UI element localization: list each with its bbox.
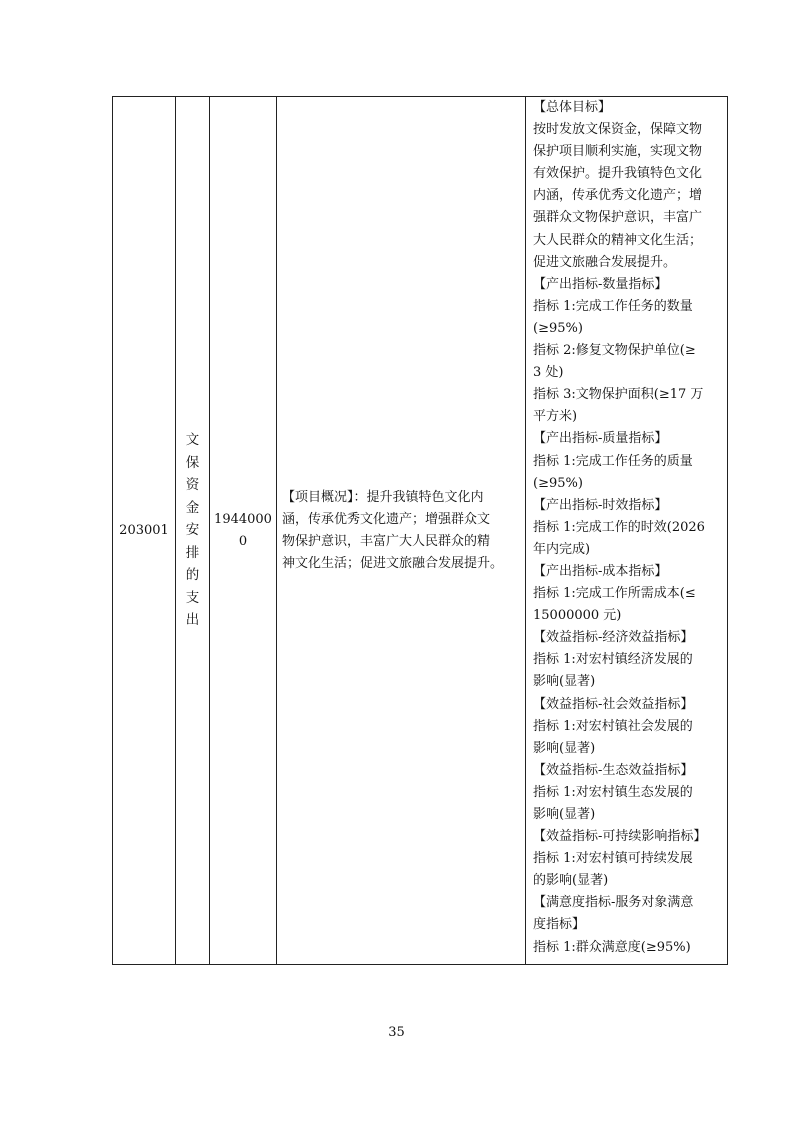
name-char: 排 bbox=[185, 544, 200, 561]
target-line: 【效益指标-可持续影响指标】 bbox=[533, 829, 707, 845]
target-line: 年内完成) bbox=[533, 541, 591, 557]
target-line: 3 处) bbox=[533, 365, 564, 381]
target-line: (≥95%) bbox=[533, 320, 583, 336]
target-line: 的影响(显著) bbox=[533, 873, 609, 889]
target-line: 15000000 元) bbox=[533, 608, 622, 624]
target-line: 【产出指标-数量指标】 bbox=[533, 276, 668, 292]
name-char: 支 bbox=[185, 589, 200, 606]
amount-line: 0 bbox=[238, 533, 248, 549]
name-char: 保 bbox=[185, 454, 200, 471]
amount-cell bbox=[210, 97, 277, 965]
item-name-cell bbox=[176, 97, 210, 965]
target-line: 保护项目顺利实施，实现文物 bbox=[533, 144, 703, 160]
target-line: 【产出指标-时效指标】 bbox=[533, 497, 668, 513]
target-line: 指标 1:完成工作任务的质量 bbox=[533, 453, 693, 469]
target-line: 【效益指标-经济效益指标】 bbox=[533, 630, 694, 646]
page-number: 35 bbox=[388, 1025, 405, 1040]
target-line: 指标 1:对宏村镇生态发展的 bbox=[533, 784, 693, 800]
function-code-cell: 203001 bbox=[113, 97, 176, 965]
target-line: 大人民群众的精神文化生活； bbox=[533, 232, 703, 248]
target-line: 度指标】 bbox=[533, 917, 586, 933]
target-line: 指标 1:完成工作的时效(2026 bbox=[533, 519, 705, 535]
table-row bbox=[113, 97, 728, 965]
target-line: 【效益指标-生态效益指标】 bbox=[533, 762, 694, 778]
overview-line: 神文化生活；促进文旅融合发展提升。 bbox=[282, 555, 504, 571]
name-char: 资 bbox=[185, 477, 200, 494]
target-line: 按时发放文保资金，保障文物 bbox=[533, 122, 703, 138]
target-line: 【总体目标】 bbox=[533, 100, 612, 115]
amount-line: 1944000 bbox=[214, 511, 272, 527]
target-line: 强群众文物保护意识，丰富广 bbox=[533, 210, 703, 226]
overview-line: 【项目概况】：提升我镇特色文化内 bbox=[282, 489, 484, 505]
project-overview-cell bbox=[277, 97, 526, 965]
target-line: 指标 1:完成工作任务的数量 bbox=[533, 298, 693, 314]
overview-line: 物保护意识，丰富广大人民群众的精 bbox=[282, 533, 491, 549]
target-line: 指标 1:对宏村镇社会发展的 bbox=[533, 718, 693, 734]
target-line: 指标 2:修复文物保护单位(≥ bbox=[533, 343, 696, 359]
target-line: 影响(显著) bbox=[533, 807, 596, 822]
target-line: 平方米) bbox=[533, 409, 578, 425]
target-line: 影响(显著) bbox=[533, 740, 596, 756]
name-char: 的 bbox=[185, 567, 200, 584]
target-line: 影响(显著) bbox=[533, 674, 596, 690]
budget-table bbox=[112, 96, 728, 965]
target-line: 促进文旅融合发展提升。 bbox=[533, 254, 677, 270]
target-line: 指标 1:完成工作所需成本(≤ bbox=[533, 586, 696, 602]
target-line: 指标 1:对宏村镇可持续发展 bbox=[533, 851, 693, 867]
target-line: 指标 1:对宏村镇经济发展的 bbox=[533, 652, 693, 668]
target-line: 【产出指标-成本指标】 bbox=[533, 563, 668, 579]
name-char: 出 bbox=[185, 612, 200, 629]
overview-line: 涵，传承优秀文化遗产；增强群众文 bbox=[282, 511, 491, 527]
target-line: 【效益指标-社会效益指标】 bbox=[533, 696, 694, 712]
name-char: 安 bbox=[185, 522, 200, 539]
target-line: 内涵，传承优秀文化遗产；增 bbox=[533, 188, 703, 204]
target-line: 有效保护。提升我镇特色文化 bbox=[533, 166, 703, 182]
target-line: 指标 1:群众满意度(≥95%) bbox=[533, 939, 691, 955]
name-char: 金 bbox=[185, 499, 200, 516]
target-line: (≥95%) bbox=[533, 475, 583, 491]
target-line: 【满意度指标-服务对象满意 bbox=[533, 895, 694, 911]
name-char: 文 bbox=[185, 432, 200, 449]
performance-target-cell bbox=[526, 97, 728, 965]
target-line: 指标 3:文物保护面积(≥17 万 bbox=[533, 387, 704, 403]
target-line: 【产出指标-质量指标】 bbox=[533, 431, 668, 447]
